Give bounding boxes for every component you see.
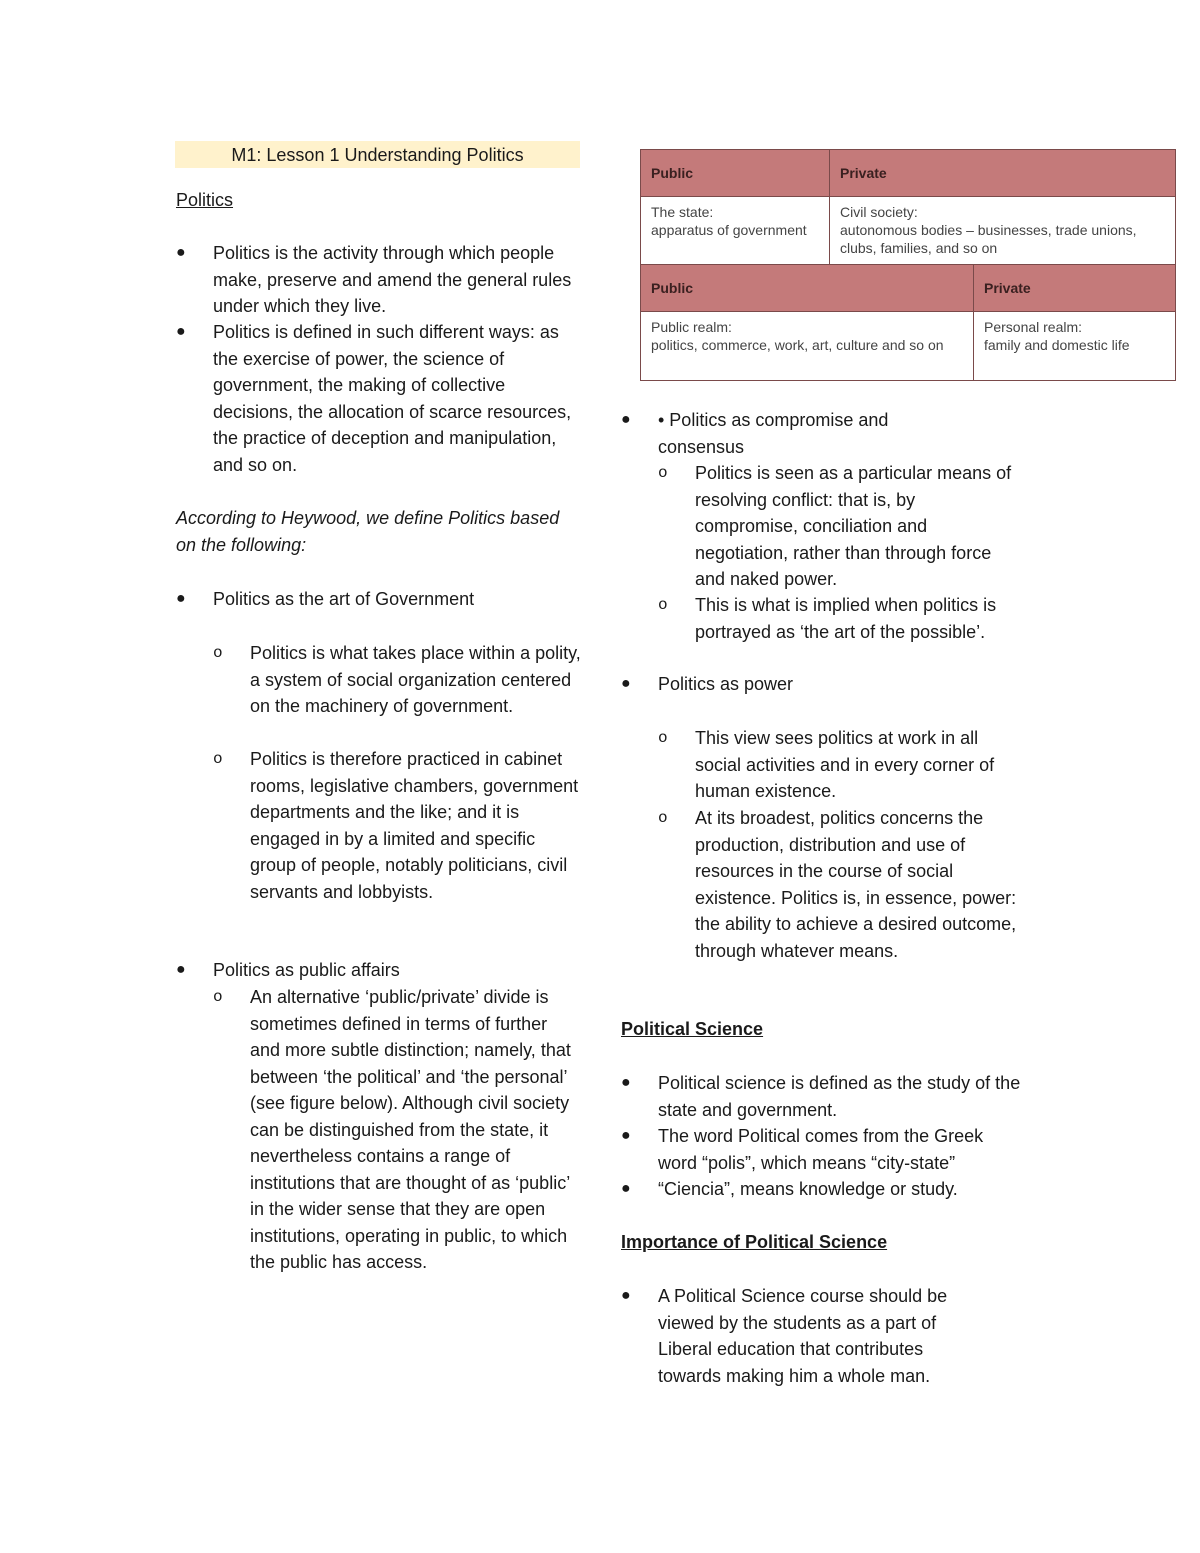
cell-title: Public realm: (651, 319, 732, 335)
bullet-icon: ● (621, 675, 631, 692)
cell-body: autonomous bodies – businesses, trade unions, clubs, families, and so on (840, 222, 1137, 256)
table-cell (641, 312, 974, 381)
list-item (621, 1070, 1026, 1123)
public-private-table (640, 149, 1176, 266)
public-personal-table (640, 264, 1176, 381)
table-header: Public (641, 150, 830, 197)
list-item (658, 805, 1028, 964)
politics-heading: Politics (176, 190, 234, 210)
bullet-text: Politics as the art of Government (213, 589, 475, 609)
circle-bullet-icon: o (658, 729, 668, 747)
bullet-text: A Political Science course should be viewed by the students as a part of Liberal education that contributes towards making him a whole man. (658, 1286, 948, 1386)
bullet-icon: ● (621, 1127, 631, 1144)
political-science-heading: Political Science (621, 1019, 764, 1039)
table-cell (641, 197, 830, 266)
bullet-icon: ● (176, 961, 186, 978)
bullet-icon: ● (176, 323, 186, 340)
list-item (213, 984, 581, 1276)
bullet-icon: ● (621, 1180, 631, 1197)
heywood-intro: According to Heywood, we define Politics based on the following: (176, 508, 560, 555)
page-title: M1: Lesson 1 Understanding Politics (175, 141, 580, 168)
bullet-icon: ● (176, 590, 186, 607)
cell-body: apparatus of government (651, 222, 807, 238)
bullet-text: • Politics as compromise and consensus (658, 410, 889, 457)
list-item (176, 586, 576, 613)
cell-title: Civil society: (840, 204, 918, 220)
bullet-text: Politics is what takes place within a polity, a system of social organization centered on the machinery of government. (250, 643, 581, 716)
bullet-text: This is what is implied when politics is portrayed as ‘the art of the possible’. (695, 595, 997, 642)
circle-bullet-icon: o (658, 596, 668, 614)
list-item (176, 240, 576, 320)
circle-bullet-icon: o (213, 644, 223, 662)
list-item (621, 1283, 981, 1389)
cell-title: Personal realm: (984, 319, 1083, 335)
table-cell (830, 197, 1176, 266)
circle-bullet-icon: o (213, 988, 223, 1006)
list-item (621, 671, 1021, 698)
cell-body: politics, commerce, work, art, culture and so on (651, 337, 944, 353)
table-header: Private (974, 265, 1176, 312)
circle-bullet-icon: o (658, 464, 668, 482)
list-item (176, 957, 576, 984)
bullet-text: Politics is defined in such different ways: as the exercise of power, the science of government, the making of collective decisions, the allocation of scarce resources, the practice of deception and manipulation, and so on. (213, 322, 572, 475)
list-item (213, 746, 581, 905)
list-item (621, 1176, 1026, 1203)
table-header: Public (641, 265, 974, 312)
list-item (658, 725, 1028, 805)
circle-bullet-icon: o (658, 809, 668, 827)
bullet-text: “Ciencia”, means knowledge or study. (658, 1179, 958, 1199)
bullet-text: Politics is therefore practiced in cabinet rooms, legislative chambers, government departments and the like; and it is engaged in by a limited and specific group of people, notably politicians, civil servants and lobbyists. (250, 749, 579, 902)
table-header: Private (830, 150, 1176, 197)
bullet-text: An alternative ‘public/private’ divide is sometimes defined in terms of further and more subtle distinction; namely, that between ‘the political’ and ‘the personal’ (see figure below). Although civil society can be distinguished from the state, it nevertheless contains a range of institutions that are thought of as ‘public’ in the wider sense that they are open institutions, operating in public, to which the public has access. (250, 987, 571, 1272)
list-item (658, 460, 1023, 593)
bullet-text: The word Political comes from the Greek word “polis”, which means “city-state” (658, 1126, 984, 1173)
bullet-text: Political science is defined as the study of the state and government. (658, 1073, 1021, 1120)
bullet-icon: ● (621, 411, 631, 428)
list-item (621, 1123, 1026, 1176)
bullet-text: Politics as public affairs (213, 960, 400, 980)
bullet-icon: ● (176, 244, 186, 261)
cell-title: The state: (651, 204, 714, 220)
list-item (658, 592, 1023, 645)
bullet-text: At its broadest, politics concerns the production, distribution and use of resources in the course of social existence. Politics is, in essence, power: the ability to achieve a desired outcome, through whatever means. (695, 808, 1017, 961)
list-item (213, 640, 581, 720)
circle-bullet-icon: o (213, 750, 223, 768)
bullet-text: Politics as power (658, 674, 794, 694)
list-item (176, 319, 576, 478)
table-cell (974, 312, 1176, 381)
bullet-icon: ● (621, 1287, 631, 1304)
cell-body: family and domestic life (984, 337, 1130, 353)
bullet-text: Politics is seen as a particular means of resolving conflict: that is, by compromise, conciliation and negotiation, rather than through force and naked power. (695, 463, 1012, 589)
importance-heading: Importance of Political Science (621, 1232, 888, 1252)
bullet-text: This view sees politics at work in all social activities and in every corner of human existence. (695, 728, 995, 801)
bullet-icon: ● (621, 1074, 631, 1091)
list-item (621, 407, 951, 460)
bullet-text: Politics is the activity through which people make, preserve and amend the general rules under which they live. (213, 243, 572, 316)
